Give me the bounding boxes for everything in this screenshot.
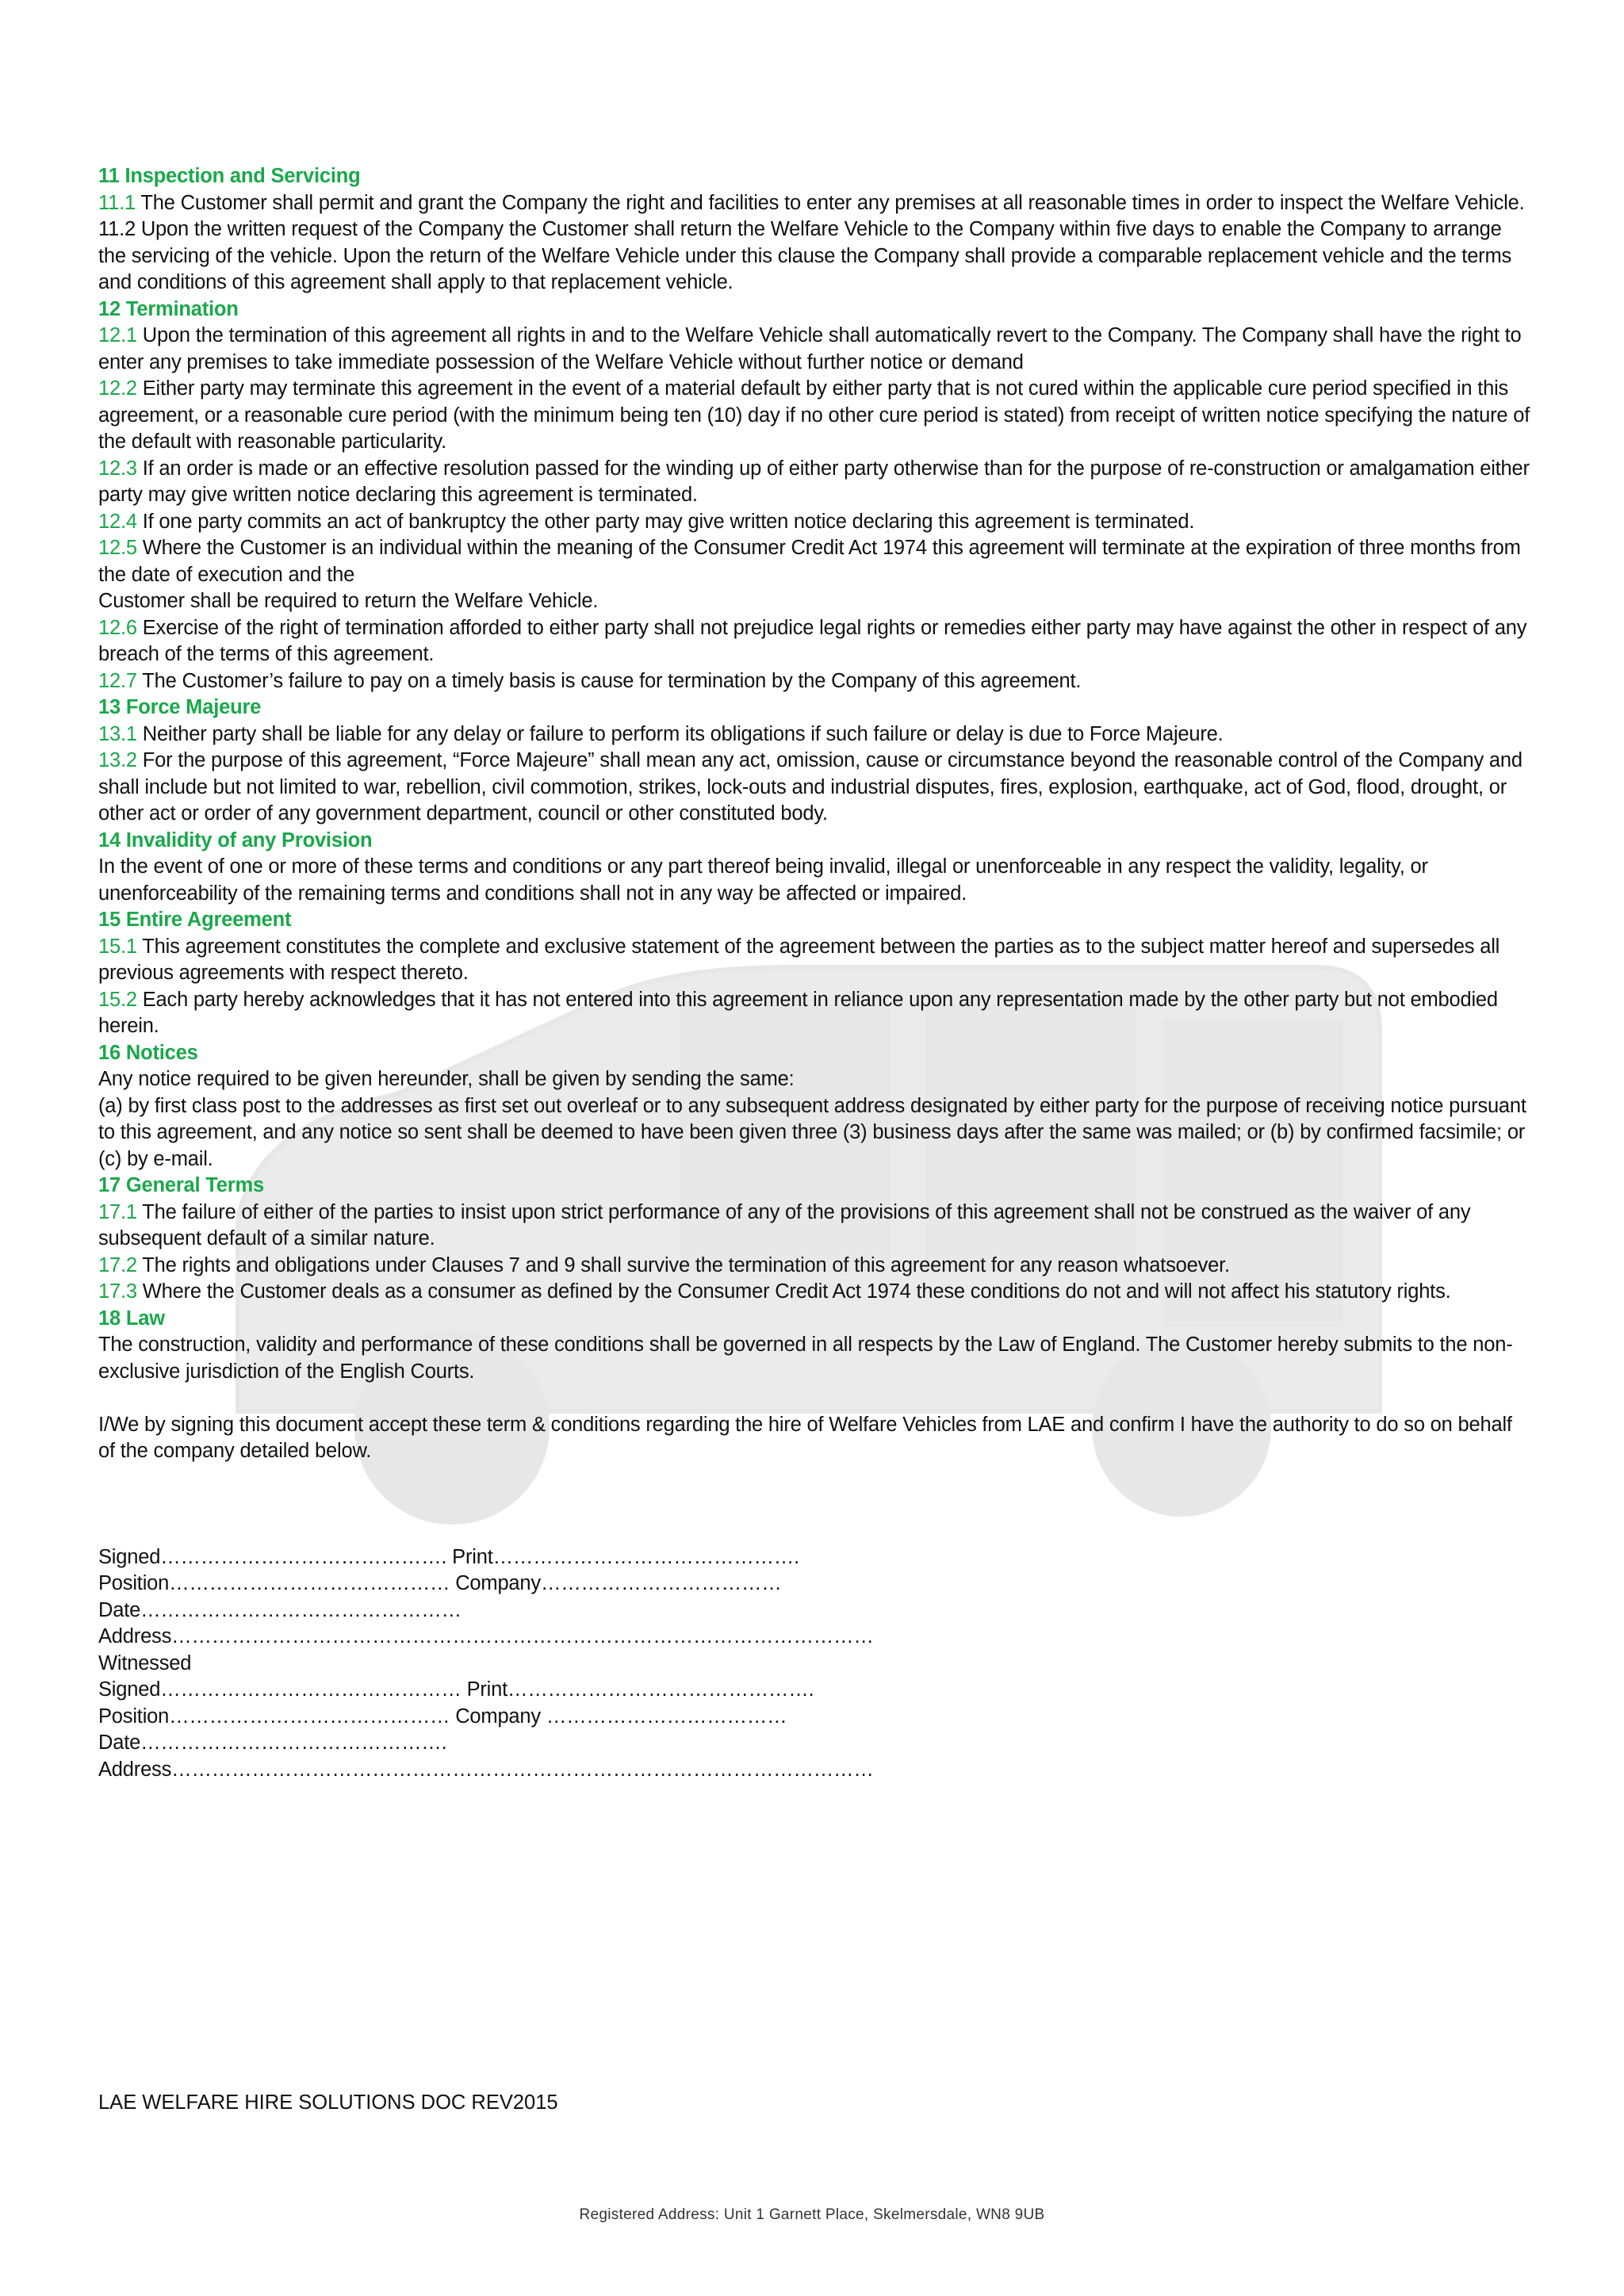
clause-number: 12.4	[98, 510, 137, 533]
terms-document	[98, 163, 1534, 1783]
clause-12-7	[98, 668, 1534, 695]
clause-text: Upon the termination of this agreement all rights in and to the Welfare Vehicle shall automatically revert to the Company. The Company shall have the right to enter any premises to take immediate possession of the Welfare Vehicle without further notice or demand	[98, 324, 1522, 373]
clause-number: 11.1	[98, 191, 136, 214]
clause-number: 15.1	[98, 935, 137, 958]
clause-text: If an order is made or an effective resolution passed for the winding up of either party otherwise than for the purpose of re-construction or amalgamation either party may give written notice declaring this agreement is terminated.	[98, 457, 1530, 506]
clause-12-3	[98, 456, 1534, 509]
section-16-heading: 16 Notices	[98, 1041, 198, 1064]
address-line-1: Address……………………………………………………………………………………………	[98, 1625, 874, 1647]
clause-12-6	[98, 615, 1534, 668]
clause-number: 15.2	[98, 988, 137, 1011]
clause-text: This agreement constitutes the complete and exclusive statement of the agreement between the parties as to the subject matter hereof and supersedes all previous agreements with respect thereto.	[98, 935, 1500, 984]
clause-12-5	[98, 535, 1534, 588]
clause-13-2	[98, 748, 1534, 828]
date-line-2: Date……………………………………….	[98, 1732, 447, 1754]
registered-address: Registered Address: Unit 1 Garnett Place, Skelmersdale, WN8 9UB	[579, 2206, 1045, 2223]
position-line-2: Position…………………………………… Company ………………………………	[98, 1705, 787, 1728]
section-16-line-1: Any notice required to be given hereunder, shall be given by sending the same:	[98, 1068, 795, 1090]
section-14-text: In the event of one or more of these terms and conditions or any part thereof being invalid, illegal or unenforceable in any respect the validity, legality, or unenforceability of the remaining terms and conditions shall not in any way be affected or impaired.	[98, 855, 1428, 905]
clause-text: Either party may terminate this agreement in the event of a material default by either party that is not cured within the applicable cure period specified in this agreement, or a reasonable cure period (with the minimum being ten (10) day if no other cure period is stated) from receipt of written notice specifying the nature of the default with reasonable particularity.	[98, 377, 1530, 453]
clause-text: Neither party shall be liable for any delay or failure to perform its obligations if such failure or delay is due to Force Majeure.	[136, 722, 1224, 745]
date-line-1: Date…………………………………………	[98, 1598, 462, 1621]
clause-13-1	[98, 721, 1534, 748]
clause-number: 12.2	[98, 377, 137, 400]
signed-line-2: Signed……………………………………… Print……………………………………….	[98, 1678, 814, 1701]
clause-number: 12.5	[98, 537, 137, 559]
clause-number: 12.6	[98, 616, 137, 639]
clause-15-1	[98, 934, 1534, 987]
witnessed-label: Witnessed	[98, 1651, 192, 1674]
clause-number: 12.1	[98, 324, 137, 346]
clause-number: 17.2	[98, 1253, 137, 1276]
clause-number: 13.1	[98, 722, 137, 745]
section-17-heading: 17 General Terms	[98, 1174, 264, 1196]
acceptance-statement: I/We by signing this document accept these term & conditions regarding the hire of Welfare Vehicles from LAE and confirm I have the authority to do so on behalf of the company detailed below.	[98, 1413, 1512, 1462]
position-line-1: Position…………………………………… Company………………………………	[98, 1572, 782, 1594]
clause-17-1	[98, 1200, 1534, 1253]
clause-text: Each party hereby acknowledges that it has not entered into this agreement in reliance upon any representation made by the other party but not embodied herein.	[98, 988, 1498, 1037]
signature-block	[98, 1544, 1534, 1784]
clause-12-4	[98, 509, 1534, 536]
section-14-heading: 14 Invalidity of any Provision	[98, 828, 373, 851]
clause-17-2	[98, 1253, 1534, 1280]
clause-12-2	[98, 376, 1534, 456]
clause-11-1	[98, 190, 1534, 217]
clause-11-2: 11.2 Upon the written request of the Company the Customer shall return the Welfare Vehicle to the Company within five days to enable the Company to arrange the servicing of the vehicle. Upon the return of the Welfare Vehicle under this clause the Company shall provide a comparable replacement vehicle and the terms and conditions of this agreement shall apply to that replacement vehicle.	[98, 218, 1512, 293]
clause-number: 12.7	[98, 669, 137, 692]
section-18-text: The construction, validity and performance of these conditions shall be governed in all respects by the Law of England. The Customer hereby submits to the non-exclusive jurisdiction of the English Courts.	[98, 1334, 1513, 1383]
section-11-heading: 11 Inspection and Servicing	[98, 165, 361, 187]
clause-text: The rights and obligations under Clauses 7 and 9 shall survive the termination of this agreement for any reason whatsoever.	[136, 1253, 1230, 1276]
clause-15-2	[98, 987, 1534, 1040]
section-12-heading: 12 Termination	[98, 297, 239, 320]
clause-12-5-continued: Customer shall be required to return the Welfare Vehicle.	[98, 590, 599, 612]
section-16-line-2: (a) by first class post to the addresses as first set out overleaf or to any subsequent address designated by either party for the purpose of receiving notice pursuant to this agreement, and any notice so sent shall be deemed to have been given three (3) business days after the same was mailed; or (b) by confirmed facsimile; or (c) by e-mail.	[98, 1094, 1526, 1170]
signed-line-1: Signed……………………………………. Print……………………………………….	[98, 1545, 799, 1568]
clause-12-1	[98, 323, 1534, 376]
clause-text: For the purpose of this agreement, “Force Majeure” shall mean any act, omission, cause or circumstance beyond the reasonable control of the Company and shall include but not limited to war, rebellion, civil commotion, strikes, lock-outs and industrial disputes, fires, explosion, earthquake, act of God, flood, drought, or other act or order of any government department, council or other constituted body.	[98, 749, 1522, 825]
document-reference: LAE WELFARE HIRE SOLUTIONS DOC REV2015	[98, 2091, 558, 2114]
clause-17-3	[98, 1279, 1534, 1306]
clause-number: 17.1	[98, 1200, 137, 1223]
clause-text: Where the Customer deals as a consumer as defined by the Consumer Credit Act 1974 these conditions do not and will not affect his statutory rights.	[136, 1280, 1451, 1303]
section-15-heading: 15 Entire Agreement	[98, 909, 292, 931]
clause-text: Exercise of the right of termination afforded to either party shall not prejudice legal rights or remedies either party may have against the other in respect of any breach of the terms of this agreement.	[98, 616, 1527, 665]
section-13-heading: 13 Force Majeure	[98, 696, 262, 718]
clause-text: The Customer’s failure to pay on a timely basis is cause for termination by the Company of this agreement.	[136, 669, 1082, 692]
clause-text: Where the Customer is an individual within the meaning of the Consumer Credit Act 1974 this agreement will terminate at the expiration of three months from the date of execution and the	[98, 537, 1521, 586]
clause-text: The failure of either of the parties to insist upon strict performance of any of the provisions of this agreement shall not be construed as the waiver of any subsequent default of a similar nature.	[98, 1200, 1471, 1249]
address-line-2: Address……………………………………………………………………………………………	[98, 1758, 874, 1781]
clause-text: If one party commits an act of bankruptcy the other party may give written notice declaring this agreement is terminated.	[136, 510, 1195, 533]
clause-number: 12.3	[98, 457, 137, 480]
clause-number: 17.3	[98, 1280, 137, 1303]
clause-text: The Customer shall permit and grant the Company the right and facilities to enter any premises at all reasonable times in order to inspect the Welfare Vehicle.	[135, 191, 1525, 214]
clause-number: 13.2	[98, 749, 137, 771]
section-18-heading: 18 Law	[98, 1307, 165, 1330]
